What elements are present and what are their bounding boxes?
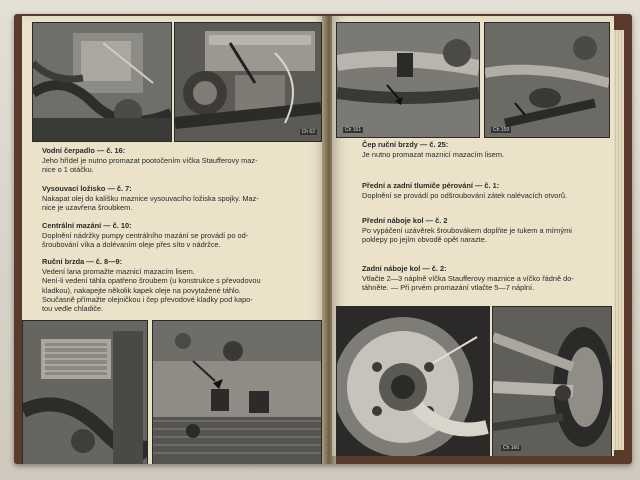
- section-line: tou vedle chladiče.: [42, 304, 104, 314]
- engine-block-photo: [174, 22, 322, 142]
- section-line: Vtlačte 2—3 náplně víčka Staufferovy maznice a víčko řádně do-: [362, 274, 574, 284]
- section-line: táhněte. — Při prvém promazání vtlačte 5—7 náplní.: [362, 283, 535, 293]
- section-hand-brake: [42, 257, 312, 313]
- wheel-hub-photo: [336, 306, 490, 456]
- section-central-lubrication: [42, 221, 312, 250]
- engine-hoses-photo: [32, 22, 172, 142]
- section-heading: Centrální mazání — č. 10:: [42, 221, 132, 230]
- section-line: kladkou), nakapejte několik kapek oleje na povytažené táhlo.: [42, 285, 241, 295]
- section-line: Doplnění nádržky pumpy centrálního mazání se provádí po od-: [42, 231, 249, 241]
- section-heading: Vodní čerpadlo — č. 16:: [42, 146, 126, 155]
- rear-axle-photo: [492, 306, 612, 456]
- section-rear-hubs: [362, 264, 612, 293]
- section-line: Nakapat olej do kalíšku maznice vysouvacího ložiska spojky. Maz-: [42, 194, 259, 204]
- section-line: poklepy po jejím obvodě opět narazte.: [362, 235, 487, 245]
- section-heading: Ruční brzda — č. 8—9:: [42, 257, 123, 266]
- section-front-hubs: [362, 216, 612, 245]
- section-heading: Vysouvací ložisko — č. 7:: [42, 184, 132, 193]
- section-line: nice o 1 otáčku.: [42, 165, 94, 175]
- radiator-photo: [22, 320, 148, 464]
- left-page: [22, 16, 326, 464]
- section-line: nice je uzavřena šroubkem.: [42, 203, 133, 213]
- section-release-bearing: [42, 184, 312, 213]
- photo-tag: Ch 62: [301, 129, 315, 135]
- section-line: Vedení lana promažte maznicí mazacím lisem.: [42, 267, 195, 277]
- section-line: Současně přímažte olejničkou i čep převodové kladky pod kapo-: [42, 294, 253, 304]
- section-shock-absorbers: [362, 181, 612, 200]
- section-heading: Přední a zadní tlumiče pérování — č. 1:: [362, 181, 500, 190]
- section-line: šroubování víka a dolévaním oleje přes síto v nádržce.: [42, 240, 221, 250]
- section-heading: Přední náboje kol — č. 2: [362, 216, 448, 225]
- section-heading: Zadní náboje kol — č. 2:: [362, 264, 447, 273]
- section-line: Jeho hřídel je nutno promazat pootočením víčka Staufferovy maz-: [42, 156, 258, 166]
- section-line: Je nutno promazat maznicí mazacím lisem.: [362, 150, 505, 160]
- section-heading: Čep ruční brzdy — č. 25:: [362, 140, 449, 149]
- chassis-photo: [336, 22, 480, 138]
- section-line: Doplnění se provádí po odšroubování zátek nalévacích otvorů.: [362, 191, 568, 201]
- suspension-photo: [484, 22, 610, 138]
- photo-tag: Ch 161: [345, 127, 362, 133]
- section-line: Po vypáčení uzávěrek šroubovákem doplňte je tukem a mírnými: [362, 226, 572, 236]
- photo-tag: Ch 160: [503, 445, 520, 451]
- section-water-pump: [42, 146, 312, 175]
- photo-tag: Ch 159: [493, 127, 510, 133]
- section-hand-brake-pin: [362, 140, 612, 159]
- right-page: [332, 16, 614, 456]
- pedals-photo: [152, 320, 322, 464]
- section-line: Není-li vedení táhla opatřeno šroubem (u konstrukce s převodovou: [42, 276, 261, 286]
